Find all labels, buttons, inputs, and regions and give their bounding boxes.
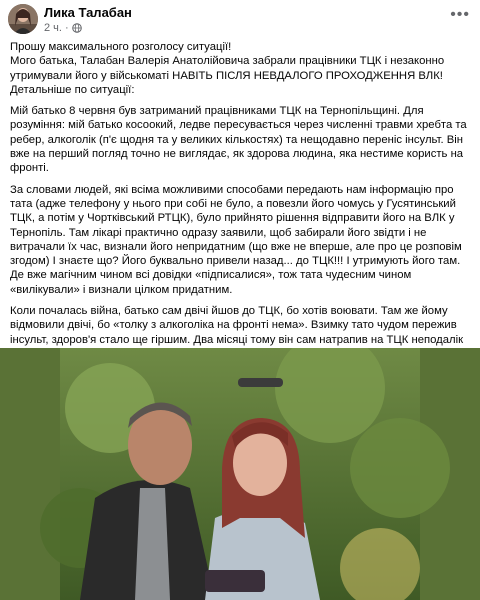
post-time[interactable]: 2 ч.	[44, 22, 62, 34]
avatar[interactable]	[8, 4, 38, 34]
post-header	[0, 0, 480, 40]
post-paragraph: За словами людей, які всіма можливими способами передають нам інформацію про тата (адже телефону у нього при собі не було, а повезли його чомусь у Гусятинський ТЦК, а потім у Чортківський РТЦК), було прийнято рішення відправити його на ВЛК у Тернопіль. Там лікарі практично одразу заявили, щоб забирали його звідти і не витрачали їх час, визнали його непридатним (що вже не вперше, але про це розповім згодом) І знаєте що? Його буквально привели назад... до ТЦК!!! І утримують його там. Де вже магічним чином всі довідки «підписалися», тож тата чудесним чином «вилікували» і визнали цілком придатним.	[10, 183, 462, 296]
globe-icon	[72, 23, 82, 33]
post-paragraph: Коли почалась війна, батько сам двічі йшов до ТЦК, бо хотів воювати. Там же йому відмовили двічі, бо «толку з алкоголіка на фронті нема». Взимку тато чудом пережив інсульт, здоров'я стало ще гіршим. Два місяці тому він сам натрапив на ТЦК неподалік	[10, 305, 464, 346]
more-icon[interactable]: •••	[450, 6, 470, 23]
post-photo[interactable]	[0, 348, 480, 600]
post-meta: 2 ч. ·	[44, 22, 82, 34]
author-name[interactable]: Лика Талабан	[44, 5, 132, 20]
post-text	[10, 40, 472, 383]
post-paragraph: Мого батька, Талабан Валерія Анатолійовича забрали працівники ТЦК і незаконно утримували його у військоматі НАВІТЬ ПІСЛЯ НЕВДАЛОГО ПРОХОДЖЕННЯ ВЛК! Детальніше по ситуації:	[10, 55, 445, 96]
post-paragraph: Мій батько 8 червня був затриманий працівниками ТЦК на Тернопільщині. Для розуміння: мій батько косоокий, ледве пересувається через численні травми хребта та ребер, алкоголік (п'є щодня та у великих кількостях) та нещодавно переніс інсульт. Він вже на перший погляд точно не виглядає, як здорова людина, яка нестиме користь на фронті.	[10, 105, 467, 175]
post-paragraph: Прошу максимального розголосу ситуації!	[10, 41, 232, 53]
